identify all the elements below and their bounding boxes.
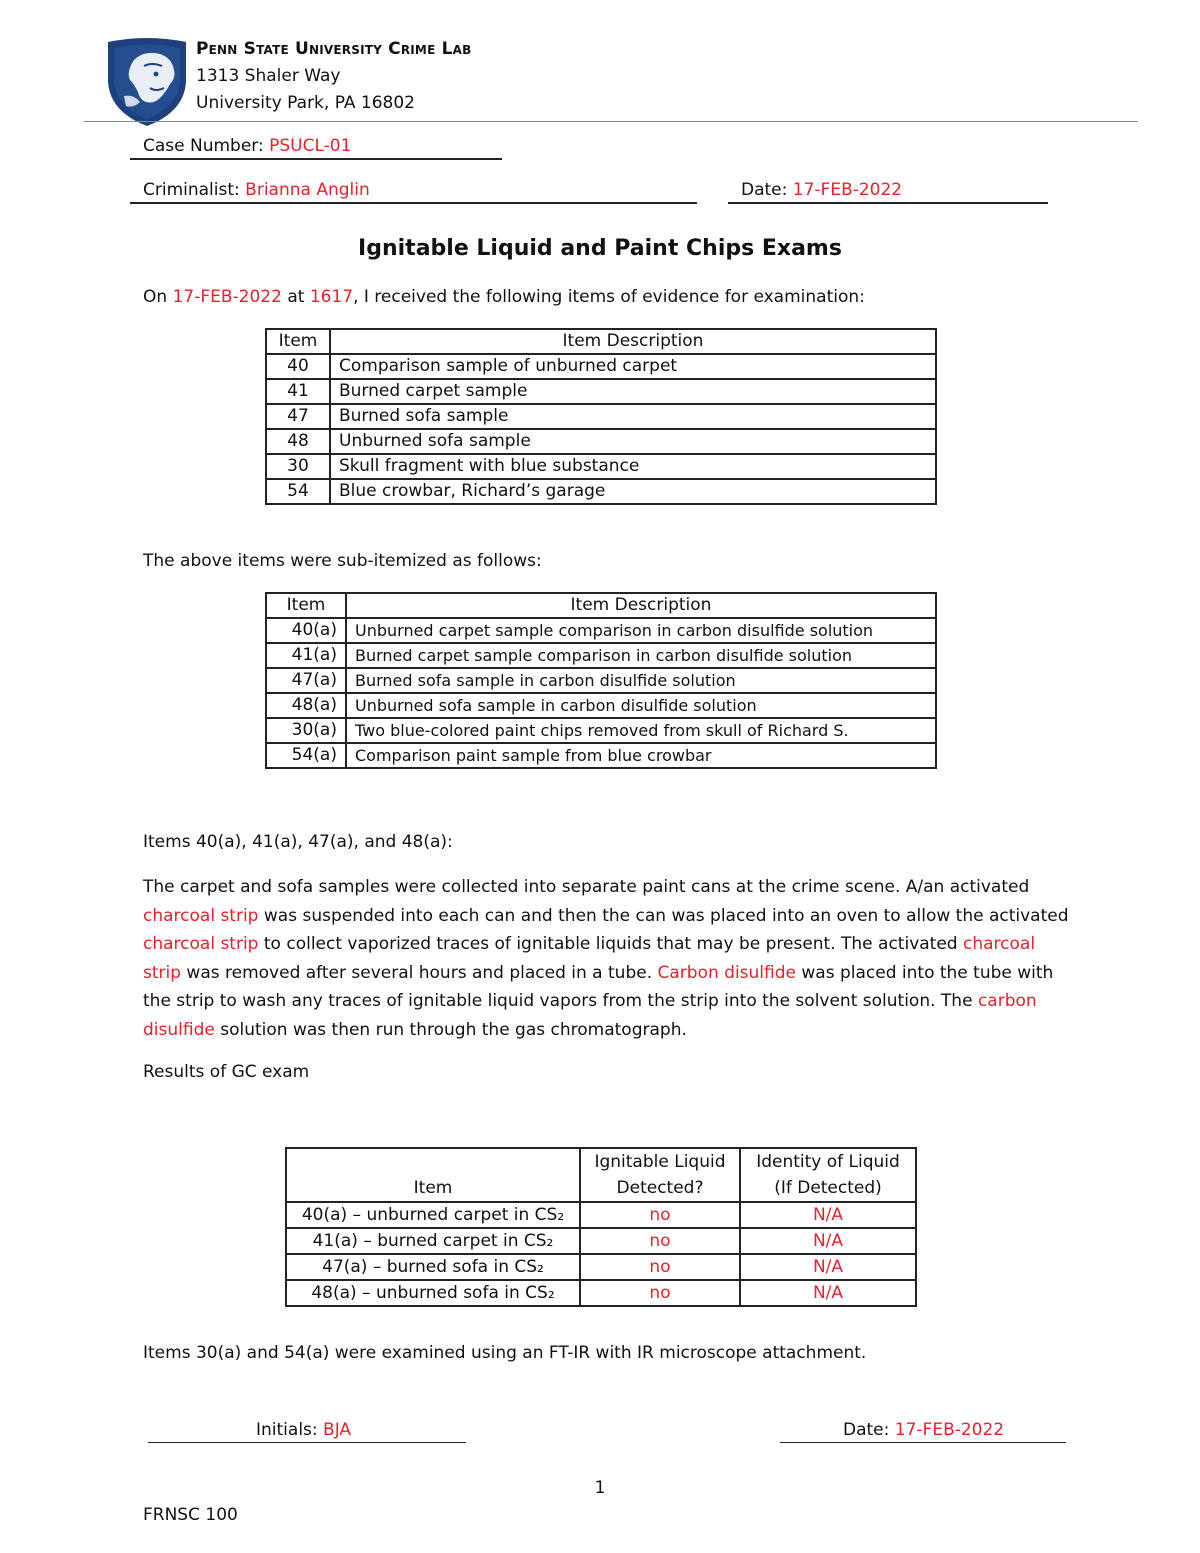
initials-field <box>256 1420 351 1440</box>
result-identity: N/A <box>740 1202 916 1228</box>
subitem-description: Burned sofa sample in carbon disulfide solution <box>346 668 936 693</box>
item-number: 40 <box>266 354 330 379</box>
table-row <box>286 1228 916 1254</box>
gc-text-4: was removed after several hours and placed in a tube. <box>181 962 658 983</box>
header-description: Item Description <box>346 593 936 618</box>
subitem-description: Two blue-colored paint chips removed from skull of Richard S. <box>346 718 936 743</box>
item-description: Unburned sofa sample <box>330 429 936 454</box>
signoff-date-field <box>843 1420 1004 1440</box>
gc-text-5: was placed into the tube with the strip to wash any traces of ignitable liquid vapors from the strip into the solvent solution. The <box>143 962 1054 1012</box>
table-row <box>266 429 936 454</box>
table-row <box>266 743 936 768</box>
gc-results-table <box>285 1147 917 1307</box>
date-label: Date: <box>741 180 788 200</box>
item-number: 47 <box>266 404 330 429</box>
table-row <box>286 1254 916 1280</box>
subitem-number: 47(a) <box>266 668 346 693</box>
intro-time: 1617 <box>309 287 354 307</box>
course-footer: FRNSC 100 <box>143 1505 238 1525</box>
result-item: 48(a) – unburned sofa in CS₂ <box>286 1280 580 1306</box>
criminalist-value: Brianna Anglin <box>245 180 370 200</box>
header-description: Item Description <box>330 329 936 354</box>
table-row <box>286 1280 916 1306</box>
subitems-table <box>265 592 937 769</box>
results-label: Results of GC exam <box>143 1062 310 1082</box>
gc-text-2: was suspended into each can and then the can was placed into an oven to allow the activated <box>258 905 1069 926</box>
item-number: 54 <box>266 479 330 504</box>
intro-paragraph <box>143 287 865 307</box>
signoff-date-value: 17-FEB-2022 <box>894 1420 1005 1440</box>
result-item: 47(a) – burned sofa in CS₂ <box>286 1254 580 1280</box>
result-identity: N/A <box>740 1254 916 1280</box>
gc-term-1: charcoal strip <box>143 905 259 926</box>
result-identity: N/A <box>740 1280 916 1306</box>
case-number-label: Case Number: <box>143 136 264 156</box>
item-number: 30 <box>266 454 330 479</box>
table-row <box>286 1202 916 1228</box>
item-description: Burned sofa sample <box>330 404 936 429</box>
gc-text-1: The carpet and sofa samples were collected into separate paint cans at the crime scene. A/an activated <box>143 877 1030 897</box>
items-table <box>265 328 937 505</box>
result-detected: no <box>580 1254 740 1280</box>
gc-procedure-paragraph <box>143 873 1073 1045</box>
subitem-number: 40(a) <box>266 618 346 643</box>
result-detected: no <box>580 1228 740 1254</box>
subitem-description: Comparison paint sample from blue crowbar <box>346 743 936 768</box>
subitem-description: Burned carpet sample comparison in carbon disulfide solution <box>346 643 936 668</box>
table-row <box>266 379 936 404</box>
table-row <box>266 354 936 379</box>
case-number-underline <box>130 158 502 160</box>
case-number-field <box>143 136 351 156</box>
item-description: Comparison sample of unburned carpet <box>330 354 936 379</box>
table-row <box>266 693 936 718</box>
date-field <box>741 180 902 200</box>
header-detected: Ignitable Liquid Detected? <box>580 1148 740 1202</box>
table-row <box>266 643 936 668</box>
table-row <box>266 618 936 643</box>
results-table-header <box>286 1148 916 1202</box>
date-value: 17-FEB-2022 <box>792 180 903 200</box>
result-detected: no <box>580 1202 740 1228</box>
intro-date: 17-FEB-2022 <box>172 287 282 307</box>
table-row <box>266 454 936 479</box>
header-item: Item <box>266 329 330 354</box>
header-identity: Identity of Liquid (If Detected) <box>740 1148 916 1202</box>
table-row <box>266 404 936 429</box>
table-row <box>266 718 936 743</box>
result-identity: N/A <box>740 1228 916 1254</box>
subitem-number: 48(a) <box>266 693 346 718</box>
items-table-header <box>266 329 936 354</box>
gc-section-heading: Items 40(a), 41(a), 47(a), and 48(a): <box>143 832 453 852</box>
subitem-description: Unburned sofa sample in carbon disulfide solution <box>346 693 936 718</box>
gc-term-5: carbon disulfide <box>143 991 1037 1040</box>
subitem-description: Unburned carpet sample comparison in carbon disulfide solution <box>346 618 936 643</box>
lab-name <box>196 39 471 59</box>
gc-term-3: charcoal strip <box>143 934 1036 983</box>
header-item: Item <box>286 1148 580 1202</box>
table-row <box>266 479 936 504</box>
intro-text-2: at <box>281 287 310 307</box>
signoff-date-label: Date: <box>843 1420 890 1440</box>
gc-text-3: to collect vaporized traces of ignitable liquids that may be present. The activated <box>258 934 963 955</box>
item-description: Burned carpet sample <box>330 379 936 404</box>
signoff-date-underline <box>780 1442 1066 1443</box>
header-divider <box>84 121 1138 122</box>
item-number: 41 <box>266 379 330 404</box>
date-underline <box>728 202 1048 204</box>
initials-label: Initials: <box>256 1420 318 1440</box>
case-number-value: PSUCL-01 <box>269 136 352 156</box>
gc-term-4: Carbon disulfide <box>657 962 796 983</box>
initials-value: BJA <box>323 1420 352 1440</box>
subitem-number: 30(a) <box>266 718 346 743</box>
criminalist-underline <box>130 202 697 204</box>
subitem-number: 54(a) <box>266 743 346 768</box>
item-description: Blue crowbar, Richard’s garage <box>330 479 936 504</box>
intro-text-1: On <box>143 287 173 307</box>
gc-term-2: charcoal strip <box>143 934 259 955</box>
lab-name-text: Penn State University Crime Lab <box>196 39 472 59</box>
header-item: Item <box>266 593 346 618</box>
page-title: Ignitable Liquid and Paint Chips Exams <box>358 236 842 261</box>
subitem-intro: The above items were sub-itemized as follows: <box>143 551 542 571</box>
intro-text-3: , I received the following items of evidence for examination: <box>353 287 865 307</box>
item-number: 48 <box>266 429 330 454</box>
ftir-statement: Items 30(a) and 54(a) were examined using an FT-IR with IR microscope attachment. <box>143 1343 867 1363</box>
page-number: 1 <box>594 1478 606 1498</box>
gc-text-6: solution was then run through the gas chromatograph. <box>214 1019 687 1040</box>
address-line-1: 1313 Shaler Way <box>196 66 341 86</box>
result-item: 40(a) – unburned carpet in CS₂ <box>286 1202 580 1228</box>
subitem-number: 41(a) <box>266 643 346 668</box>
initials-underline <box>148 1442 466 1443</box>
subitems-table-header <box>266 593 936 618</box>
result-item: 41(a) – burned carpet in CS₂ <box>286 1228 580 1254</box>
item-description: Skull fragment with blue substance <box>330 454 936 479</box>
result-detected: no <box>580 1280 740 1306</box>
criminalist-field <box>143 180 370 200</box>
criminalist-label: Criminalist: <box>143 180 240 200</box>
table-row <box>266 668 936 693</box>
nittany-lion-shield-logo-icon <box>104 36 190 128</box>
address-line-2: University Park, PA 16802 <box>196 93 415 113</box>
